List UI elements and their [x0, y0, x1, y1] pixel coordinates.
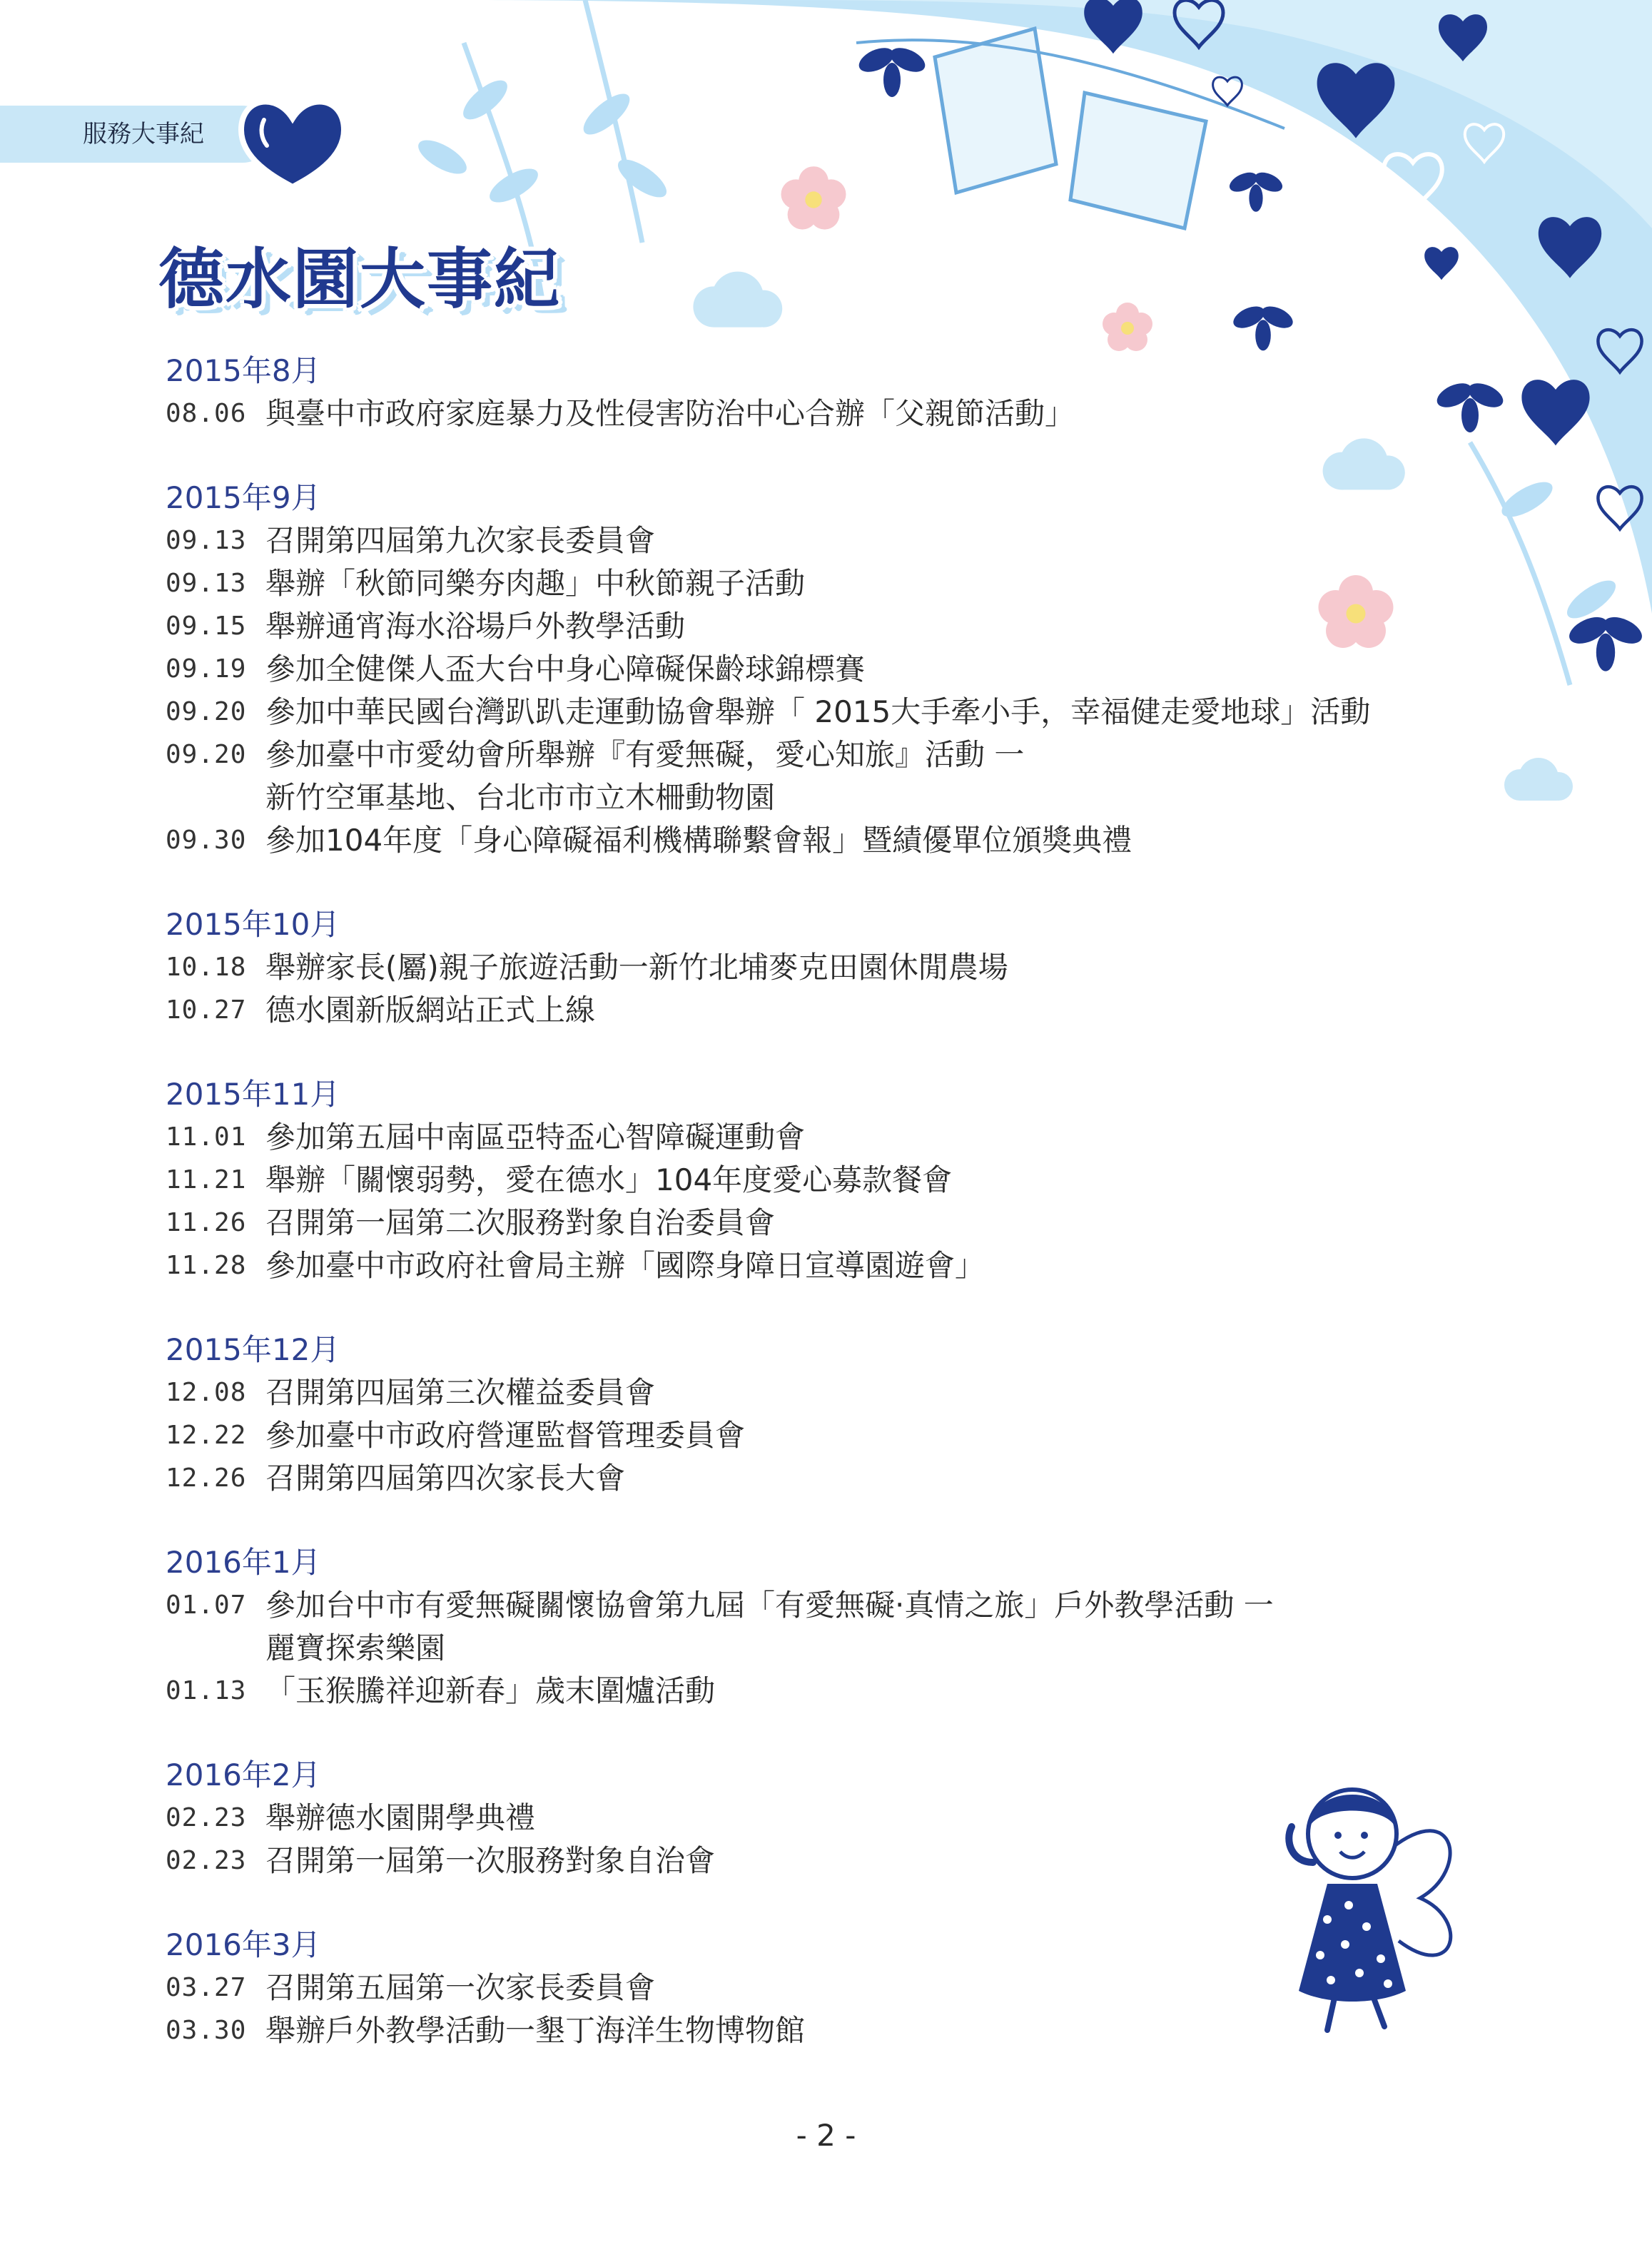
entry-text: 舉辦戶外教學活動一墾丁海洋生物博物館: [265, 2013, 806, 2048]
timeline-section: [166, 903, 1507, 1032]
entry-date: 02.23: [166, 1803, 247, 1832]
entry-text: 參加第五屆中南區亞特盃心智障礙運動會: [265, 1120, 806, 1155]
entry-text: 參加台中市有愛無礙關懷協會第九屆「有愛無礙‧真情之旅」戶外教學活動 一 麗寶探索樂園: [265, 1588, 1274, 1665]
entry-date: 09.15: [166, 612, 247, 641]
timeline-entry: [166, 392, 1507, 435]
entry-text: 舉辦德水園開學典禮: [265, 1800, 536, 1835]
entry-text: 舉辦「關懷弱勢，愛在德水」104年度愛心募款餐會: [265, 1162, 953, 1197]
entry-text: 舉辦「秋節同樂夯肉趣」中秋節親子活動: [265, 566, 806, 601]
entry-text: 參加104年度「身心障礙福利機構聯繫會報」暨績優單位頒獎典禮: [265, 823, 1132, 858]
month-heading: 2016年3月: [166, 1927, 321, 1962]
timeline-entry: [166, 1116, 1507, 1159]
entry-date: 09.30: [166, 826, 247, 855]
timeline-entry: [166, 1202, 1507, 1244]
entry-date: 09.13: [166, 569, 247, 598]
timeline-entry: [166, 605, 1507, 648]
timeline-entry: [166, 562, 1507, 605]
timeline-entry: [166, 519, 1507, 562]
month-heading: 2015年8月: [166, 353, 321, 388]
entry-text: 「玉猴騰祥迎新春」歲末圍爐活動: [265, 1673, 716, 1708]
timeline-section: [166, 477, 1507, 862]
entry-date: 10.27: [166, 995, 247, 1025]
timeline-entry: [166, 946, 1507, 989]
timeline-entry: [166, 1414, 1507, 1457]
timeline-entry: [166, 1457, 1507, 1500]
heart-icon: [235, 84, 350, 191]
timeline-entry: [166, 1159, 1507, 1202]
timeline-entry: [166, 1371, 1507, 1414]
timeline-entry: [166, 1584, 1507, 1670]
entry-date: 09.20: [166, 697, 247, 726]
month-heading: 2016年2月: [166, 1757, 321, 1792]
month-heading: 2015年9月: [166, 480, 321, 515]
entry-date: 12.08: [166, 1378, 247, 1407]
month-heading: 2015年11月: [166, 1077, 340, 1112]
timeline-entry: [166, 691, 1507, 734]
entry-text: 參加臺中市政府社會局主辦「國際身障日宣導園遊會」: [265, 1248, 985, 1283]
timeline-entry: [166, 734, 1507, 819]
entry-text: 參加臺中市政府營運監督管理委員會: [265, 1418, 746, 1453]
timeline-section: [166, 1073, 1507, 1287]
month-heading: 2015年12月: [166, 1332, 340, 1367]
entry-text: 舉辦通宵海水浴場戶外教學活動: [265, 609, 686, 644]
month-heading: 2015年10月: [166, 907, 340, 942]
timeline-section: [166, 350, 1507, 435]
entry-date: 12.26: [166, 1464, 247, 1493]
entry-text: 召開第五屆第一次家長委員會: [265, 1970, 656, 2005]
entry-text: 參加臺中市愛幼會所舉辦『有愛無礙，愛心知旅』活動 一 新竹空軍基地、台北市市立木柵動物園: [265, 737, 1025, 815]
timeline-entry: [166, 819, 1507, 862]
entry-text: 召開第四屆第四次家長大會: [265, 1461, 626, 1496]
page-number: - 2 -: [796, 2118, 856, 2153]
entry-text: 召開第四屆第三次權益委員會: [265, 1375, 656, 1410]
entry-text: 召開第一屆第二次服務對象自治委員會: [265, 1205, 776, 1240]
entry-text: 參加全健傑人盃大台中身心障礙保齡球錦標賽: [265, 651, 866, 686]
entry-date: 01.13: [166, 1676, 247, 1705]
entry-text: 舉辦家長(屬)親子旅遊活動一新竹北埔麥克田園休閒農場: [265, 950, 1008, 985]
timeline-entry: [166, 1244, 1507, 1287]
entry-date: 02.23: [166, 1846, 247, 1875]
entry-date: 11.26: [166, 1208, 247, 1237]
timeline-entry: [166, 989, 1507, 1032]
entry-date: 11.28: [166, 1251, 247, 1280]
entry-date: 09.20: [166, 740, 247, 769]
entry-text: 召開第一屆第一次服務對象自治會: [265, 1843, 716, 1878]
entry-text: 參加中華民國台灣趴趴走運動協會舉辦「 2015大手牽小手，幸福健走愛地球」活動: [265, 694, 1371, 729]
fairy-illustration: [1242, 1755, 1470, 2041]
timeline-section: [166, 1541, 1507, 1713]
month-heading: 2016年1月: [166, 1545, 321, 1580]
entry-text: 與臺中市政府家庭暴力及性侵害防治中心合辦「父親節活動」: [265, 396, 1075, 431]
entry-date: 03.27: [166, 1973, 247, 2002]
section-tab-label: 服務大事紀: [83, 120, 204, 148]
entry-date: 03.30: [166, 2016, 247, 2045]
entry-date: 11.01: [166, 1122, 247, 1152]
entry-date: 08.06: [166, 399, 247, 428]
page-title: 德水園大事紀: [158, 241, 562, 318]
entry-date: 09.19: [166, 654, 247, 684]
entry-text: 德水園新版網站正式上線: [265, 993, 596, 1028]
entry-text: 召開第四屆第九次家長委員會: [265, 523, 656, 558]
entry-date: 01.07: [166, 1591, 247, 1620]
timeline-entry: [166, 648, 1507, 691]
timeline-entry: [166, 1670, 1507, 1713]
entry-date: 12.22: [166, 1421, 247, 1450]
timeline-section: [166, 1329, 1507, 1500]
entry-date: 11.21: [166, 1165, 247, 1194]
entry-date: 09.13: [166, 526, 247, 555]
entry-date: 10.18: [166, 953, 247, 982]
